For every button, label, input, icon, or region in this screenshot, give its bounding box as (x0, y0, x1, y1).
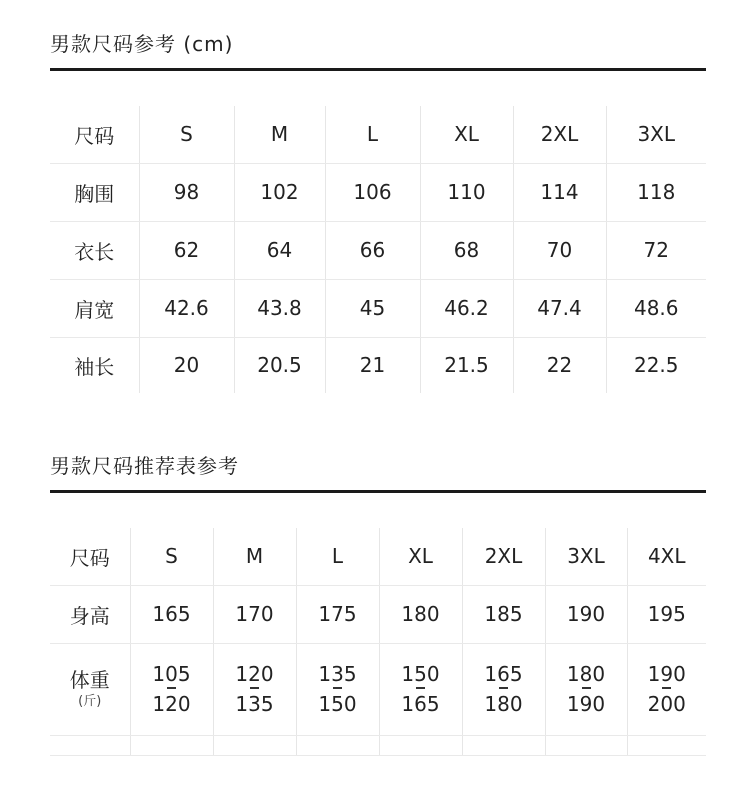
range-high: 180 (484, 691, 523, 716)
table-cell: 42.6 (139, 279, 234, 337)
table-header-row (50, 106, 706, 163)
range-separator (416, 687, 425, 689)
header-cell: 3XL (545, 528, 627, 585)
table-cell (130, 735, 213, 755)
range-high: 190 (566, 691, 606, 716)
header-cell: 尺码 (50, 106, 139, 163)
range-low: 150 (401, 662, 440, 687)
table-cell: 43.8 (234, 279, 325, 337)
header-cell: XL (379, 528, 462, 585)
table-cell: 45 (325, 279, 420, 337)
range-separator (333, 687, 342, 689)
range-low: 135 (318, 662, 357, 687)
range-low: 190 (647, 662, 686, 687)
range-low: 120 (235, 662, 274, 687)
header-cell: M (213, 528, 296, 585)
size-recommendation-table (50, 528, 706, 756)
table-cell (213, 643, 296, 735)
header-cell: S (130, 528, 213, 585)
table-cell (379, 735, 462, 755)
size-chart-title: 男款尺码参考 (cm) (50, 32, 234, 56)
table-row (50, 279, 706, 337)
range-separator (167, 687, 176, 689)
table-cell (50, 735, 130, 755)
table-cell (296, 643, 379, 735)
header-cell: L (296, 528, 379, 585)
table-row (50, 643, 706, 735)
table-cell: 20.5 (234, 337, 325, 393)
table-row (50, 221, 706, 279)
table-cell (462, 643, 545, 735)
table-cell: 98 (139, 163, 234, 221)
size-measurement-table (50, 106, 706, 393)
table-cell (462, 735, 545, 755)
range-high: 200 (647, 691, 686, 716)
range-separator (499, 687, 508, 689)
table-cell: 68 (420, 221, 513, 279)
table-cell: 47.4 (513, 279, 606, 337)
table-cell: 106 (325, 163, 420, 221)
weight-unit: (斤) (78, 693, 102, 709)
table-cell (627, 643, 706, 735)
table-cell: 118 (606, 163, 706, 221)
row-label: 身高 (50, 585, 130, 643)
table-cell: 72 (606, 221, 706, 279)
range-low: 105 (152, 662, 191, 687)
table-header-row (50, 528, 706, 585)
table-cell (627, 735, 706, 755)
table-row (50, 163, 706, 221)
range-low: 180 (566, 662, 606, 687)
table-row (50, 735, 706, 755)
table-cell: 195 (627, 585, 706, 643)
weight-label: 体重 (69, 667, 110, 692)
table-cell: 70 (513, 221, 606, 279)
range-separator (662, 687, 671, 689)
table-cell (545, 643, 627, 735)
table-cell: 21 (325, 337, 420, 393)
size-recommendation-title: 男款尺码推荐表参考 (50, 454, 239, 478)
table-cell: 102 (234, 163, 325, 221)
table-cell: 64 (234, 221, 325, 279)
range-separator (250, 687, 259, 689)
table-cell (296, 735, 379, 755)
table-cell: 175 (296, 585, 379, 643)
row-label: 肩宽 (50, 279, 139, 337)
table-cell (130, 643, 213, 735)
header-cell: 2XL (462, 528, 545, 585)
range-high: 135 (235, 691, 274, 716)
row-label (50, 643, 130, 735)
header-cell: L (325, 106, 420, 163)
table-row (50, 337, 706, 393)
range-high: 165 (401, 691, 440, 716)
table-row (50, 585, 706, 643)
header-cell: S (139, 106, 234, 163)
table-cell (545, 735, 627, 755)
row-label: 衣长 (50, 221, 139, 279)
table-cell: 114 (513, 163, 606, 221)
table-cell (379, 643, 462, 735)
header-cell: XL (420, 106, 513, 163)
table-cell: 185 (462, 585, 545, 643)
table-cell: 20 (139, 337, 234, 393)
header-cell: 2XL (513, 106, 606, 163)
table-cell: 190 (545, 585, 627, 643)
table-cell: 165 (130, 585, 213, 643)
table-cell: 48.6 (606, 279, 706, 337)
range-high: 150 (318, 691, 357, 716)
table-cell: 66 (325, 221, 420, 279)
table-cell: 46.2 (420, 279, 513, 337)
header-cell: M (234, 106, 325, 163)
table-cell: 22 (513, 337, 606, 393)
range-separator (582, 687, 591, 689)
range-low: 165 (484, 662, 523, 687)
row-label: 袖长 (74, 354, 115, 379)
header-cell: 3XL (606, 106, 706, 163)
table-cell: 62 (139, 221, 234, 279)
table-cell: 180 (379, 585, 462, 643)
range-high: 120 (152, 691, 191, 716)
table-cell (213, 735, 296, 755)
table-cell: 22.5 (606, 337, 706, 393)
row-label: 胸围 (50, 163, 139, 221)
title-divider (50, 490, 706, 493)
title-divider (50, 68, 706, 71)
table-cell: 170 (213, 585, 296, 643)
table-cell: 21.5 (420, 337, 513, 393)
header-cell: 4XL (627, 528, 706, 585)
table-cell: 110 (420, 163, 513, 221)
header-cell: 尺码 (50, 528, 130, 585)
